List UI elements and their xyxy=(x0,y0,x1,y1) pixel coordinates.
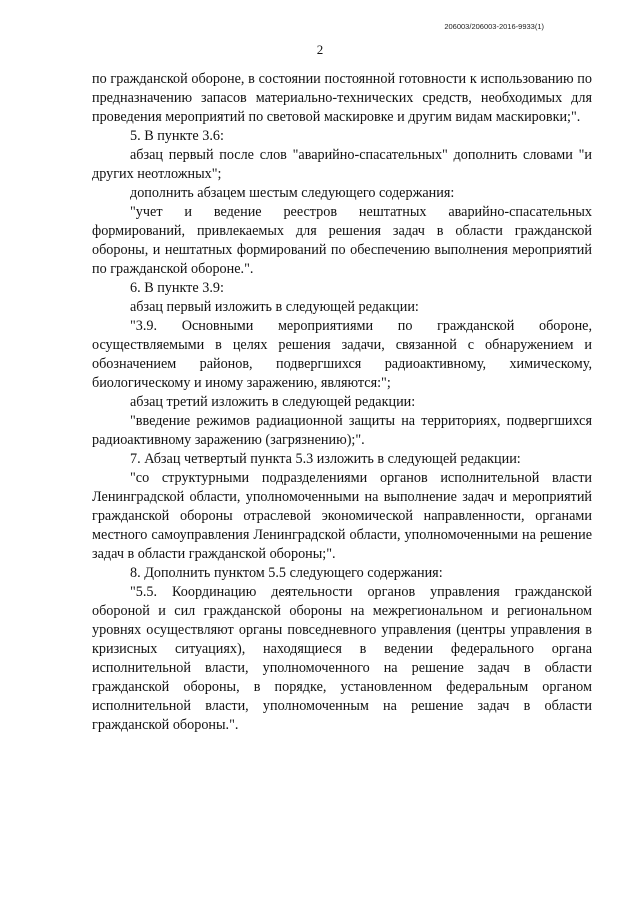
paragraph: 8. Дополнить пунктом 5.5 следующего содержания: xyxy=(130,565,443,581)
paragraph: абзац первый после слов "аварийно-спасательных" дополнить словами "и других неотложных"; xyxy=(92,147,592,182)
document-body xyxy=(92,70,592,735)
paragraph: 6. В пункте 3.9: xyxy=(130,280,224,296)
paragraph: 5. В пункте 3.6: xyxy=(130,128,224,144)
document-code: 206003/206003-2016-9933(1) xyxy=(444,22,544,31)
paragraph: 7. Абзац четвертый пункта 5.3 изложить в следующей редакции: xyxy=(130,451,521,467)
paragraph: "5.5. Координацию деятельности органов управления гражданской обороной и сил гражданской обороны на межрегиональном и региональном уровнях осуществляют органы повседневного управления (центры управления в кризисных ситуациях), находящиеся в ведении федерального органа исполнительной власти, уполномоченного на решение задач в области гражданской обороны, в порядке, установленном федеральным органом исполнительной власти, уполномоченным на решение задач в области гражданской обороны.". xyxy=(92,584,592,733)
paragraph: "3.9. Основными мероприятиями по гражданской обороне, осуществляемыми в целях решения задачи, связанной с обнаружением и обозначением районов, подвергшихся радиоактивному, химическому, биологическому и иному заражению, являются:"; xyxy=(92,318,592,391)
paragraph: абзац первый изложить в следующей редакции: xyxy=(130,299,419,315)
paragraph: "учет и ведение реестров нештатных аварийно-спасательных формирований, привлекаемых для решения задач в области гражданской обороны, и нештатных формирований по обеспечению выполнения мероприятий по гражданской обороне.". xyxy=(92,204,592,277)
paragraph: "введение режимов радиационной защиты на территориях, подвергшихся радиоактивному заражению (загрязнению);". xyxy=(92,413,592,448)
page-number: 2 xyxy=(316,42,324,57)
paragraph: абзац третий изложить в следующей редакции: xyxy=(130,394,416,410)
paragraph: по гражданской обороне, в состоянии постоянной готовности к использованию по предназначению запасов материально-технических средств, необходимых для проведения мероприятий по световой маскировке и другим видам маскировки;". xyxy=(92,71,592,125)
paragraph: "со структурными подразделениями органов исполнительной власти Ленинградской области, уполномоченными на выполнение задач и мероприятий гражданской обороны отраслевой экономической направленности, органами местного самоуправления Ленинградской области, уполномоченными на решение задач в области гражданской обороны;". xyxy=(92,470,592,562)
paragraph: дополнить абзацем шестым следующего содержания: xyxy=(130,185,455,201)
